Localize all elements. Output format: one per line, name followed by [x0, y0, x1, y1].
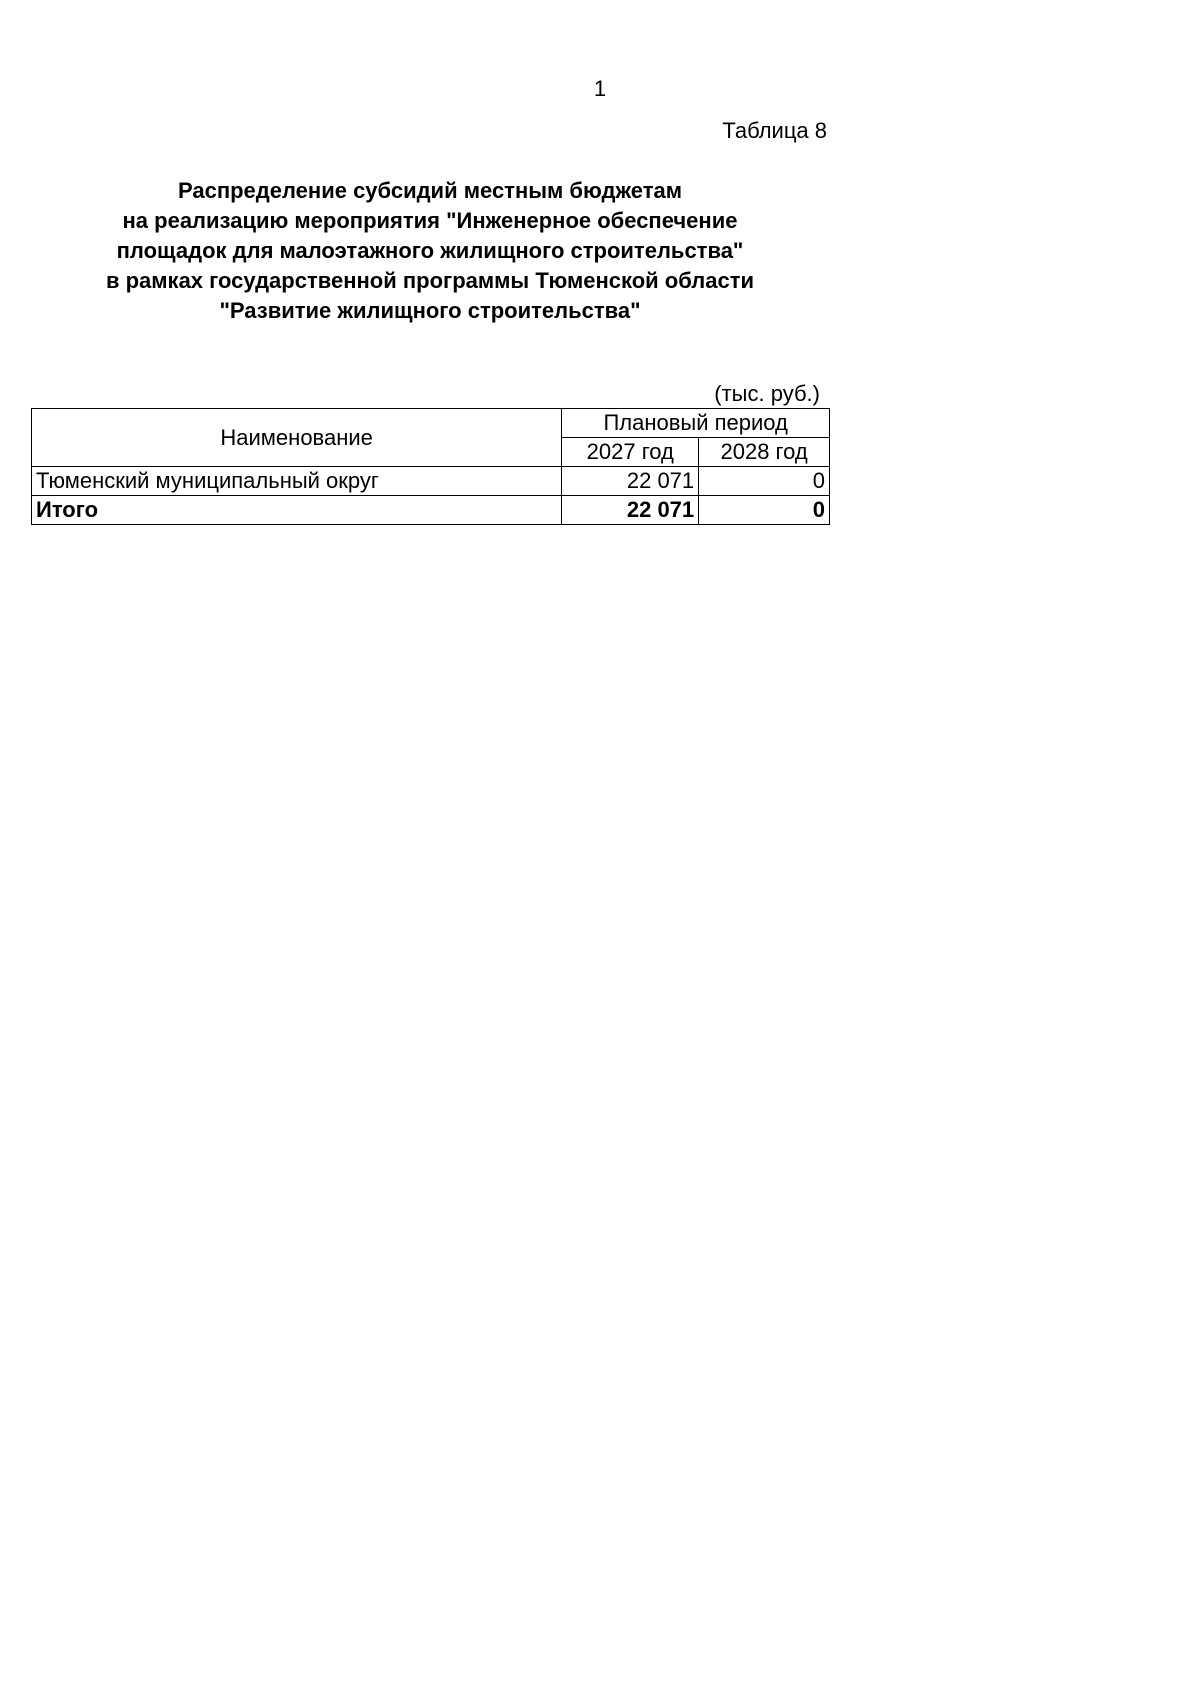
units-label: (тыс. руб.): [714, 381, 820, 406]
column-header-name: Наименование: [32, 409, 562, 467]
row-value-2027: 22 071: [562, 467, 699, 496]
document-title: [33, 176, 827, 326]
subsidy-table: [31, 408, 830, 525]
row-value-2028: 0: [699, 467, 830, 496]
title-line: площадок для малоэтажного жилищного строительства": [116, 238, 744, 263]
total-row: [32, 496, 830, 525]
title-line: в рамках государственной программы Тюменской области: [105, 268, 755, 293]
table-number: Таблица 8: [722, 118, 827, 143]
total-name: Итого: [32, 496, 562, 525]
total-value-2027: 22 071: [562, 496, 699, 525]
table-header-row: [32, 409, 830, 438]
total-value-2028: 0: [699, 496, 830, 525]
row-name: Тюменский муниципальный округ: [32, 467, 562, 496]
table-row: [32, 467, 830, 496]
column-header-planning-period: Плановый период: [562, 409, 830, 438]
title-line: Распределение субсидий местным бюджетам: [177, 178, 683, 203]
title-line: "Развитие жилищного строительства": [219, 298, 641, 323]
column-header-2027: 2027 год: [562, 438, 699, 467]
page-number: 1: [593, 76, 607, 101]
title-line: на реализацию мероприятия "Инженерное обеспечение: [122, 208, 738, 233]
column-header-2028: 2028 год: [699, 438, 830, 467]
